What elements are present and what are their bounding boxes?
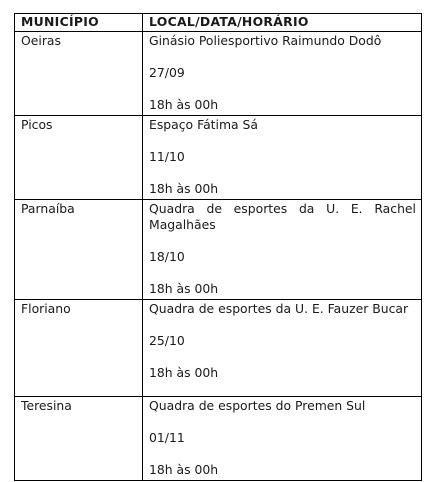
municipio-name: Oeiras: [21, 33, 61, 48]
municipio-cell: [15, 200, 143, 300]
event-date: 27/09: [149, 65, 185, 80]
table-row: [15, 397, 422, 481]
local-cell: [143, 32, 422, 116]
local-name: Quadra de esportes do Premen Sul: [149, 398, 366, 413]
table-row: [15, 116, 422, 200]
header-local-data-horario: LOCAL/DATA/HORÁRIO: [143, 14, 422, 32]
event-date: 25/10: [149, 333, 185, 348]
local-name: Ginásio Poliesportivo Raimundo Dodô: [149, 33, 382, 48]
local-cell: [143, 397, 422, 481]
event-time: 18h às 00h: [149, 181, 219, 196]
local-cell: [143, 116, 422, 200]
event-date: 18/10: [149, 249, 185, 264]
municipio-name: Teresina: [21, 398, 72, 413]
municipio-cell: [15, 300, 143, 397]
table-row: [15, 32, 422, 116]
table-row: [15, 300, 422, 397]
local-cell: [143, 200, 422, 300]
municipio-cell: [15, 32, 143, 116]
local-name: Espaço Fátima Sá: [149, 117, 259, 132]
event-time: 18h às 00h: [149, 97, 219, 112]
municipio-cell: [15, 397, 143, 481]
local-name: Quadra de esportes da U. E. Fauzer Bucar: [149, 301, 409, 316]
events-table: [14, 13, 422, 481]
header-municipio: MUNICÍPIO: [15, 14, 143, 32]
event-time: 18h às 00h: [149, 365, 219, 380]
table-row: [15, 200, 422, 300]
local-cell: [143, 300, 422, 397]
event-date: 01/11: [149, 430, 185, 445]
event-time: 18h às 00h: [149, 462, 219, 477]
event-time: 18h às 00h: [149, 281, 219, 296]
municipio-cell: [15, 116, 143, 200]
event-date: 11/10: [149, 149, 185, 164]
table-header-row: [15, 14, 422, 32]
municipio-name: Floriano: [21, 301, 71, 316]
municipio-name: Parnaíba: [21, 201, 75, 216]
municipio-name: Picos: [21, 117, 53, 132]
local-name: Quadra de esportes da U. E. Rachel Magalhães: [149, 201, 416, 232]
